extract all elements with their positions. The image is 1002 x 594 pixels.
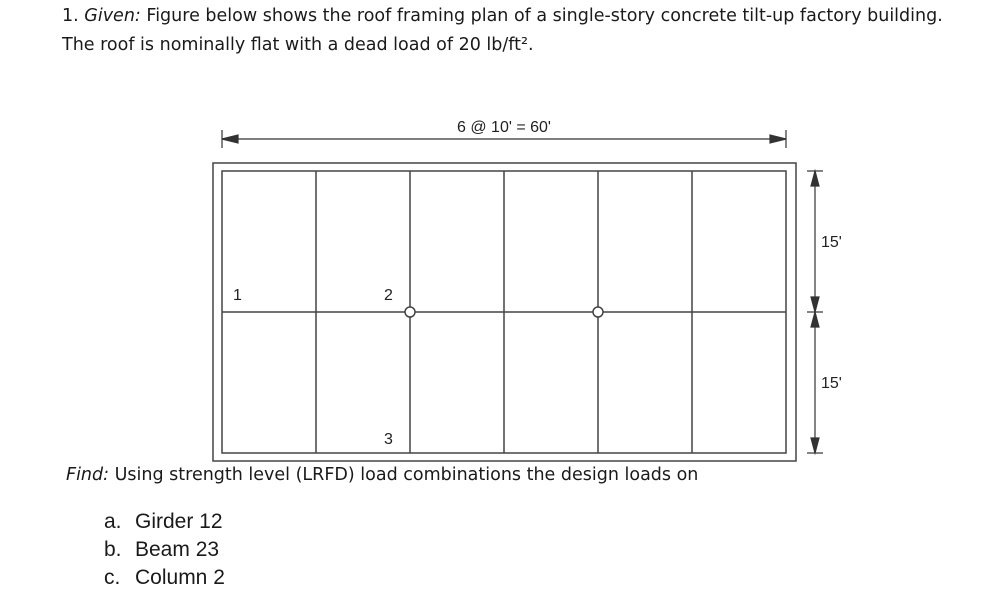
arrowhead-up-1 (811, 171, 819, 186)
task-letter: b. (104, 538, 122, 561)
task-text: Girder 12 (135, 510, 223, 533)
node-label-1: 1 (233, 287, 242, 304)
column-marker (593, 307, 603, 317)
given-label: Given: (84, 6, 141, 26)
task-item (104, 508, 225, 536)
vertical-dimension-bottom-label: 15' (821, 375, 842, 392)
given-text-1: Figure below shows the roof framing plan of a single-story concrete tilt-up factory building. (146, 6, 943, 26)
node-label-2: 2 (384, 287, 393, 304)
task-list (104, 508, 225, 592)
arrowhead-left (222, 135, 238, 143)
given-text-2: The roof is nominally flat with a dead load of 20 lb/ft². (62, 35, 534, 55)
horizontal-dimension-label: 6 @ 10' = 60' (457, 119, 551, 136)
node-label-3: 3 (384, 431, 393, 448)
find-label: Find: (66, 465, 110, 485)
task-letter: a. (104, 510, 122, 533)
task-letter: c. (104, 566, 121, 589)
task-item (104, 536, 225, 564)
column-2-marker (405, 307, 415, 317)
find-text: Using strength level (LRFD) load combinations the design loads on (114, 465, 699, 485)
find-statement (66, 462, 698, 488)
task-text: Beam 23 (135, 538, 220, 561)
arrowhead-down-2 (811, 438, 819, 453)
vertical-dimension-top-label: 15' (821, 234, 842, 251)
task-text: Column 2 (135, 566, 225, 589)
vertical-dimension (807, 171, 823, 453)
arrowhead-right (770, 135, 786, 143)
problem-number: 1. (62, 6, 79, 26)
arrowhead-up-2 (811, 312, 819, 327)
task-item (104, 564, 225, 592)
